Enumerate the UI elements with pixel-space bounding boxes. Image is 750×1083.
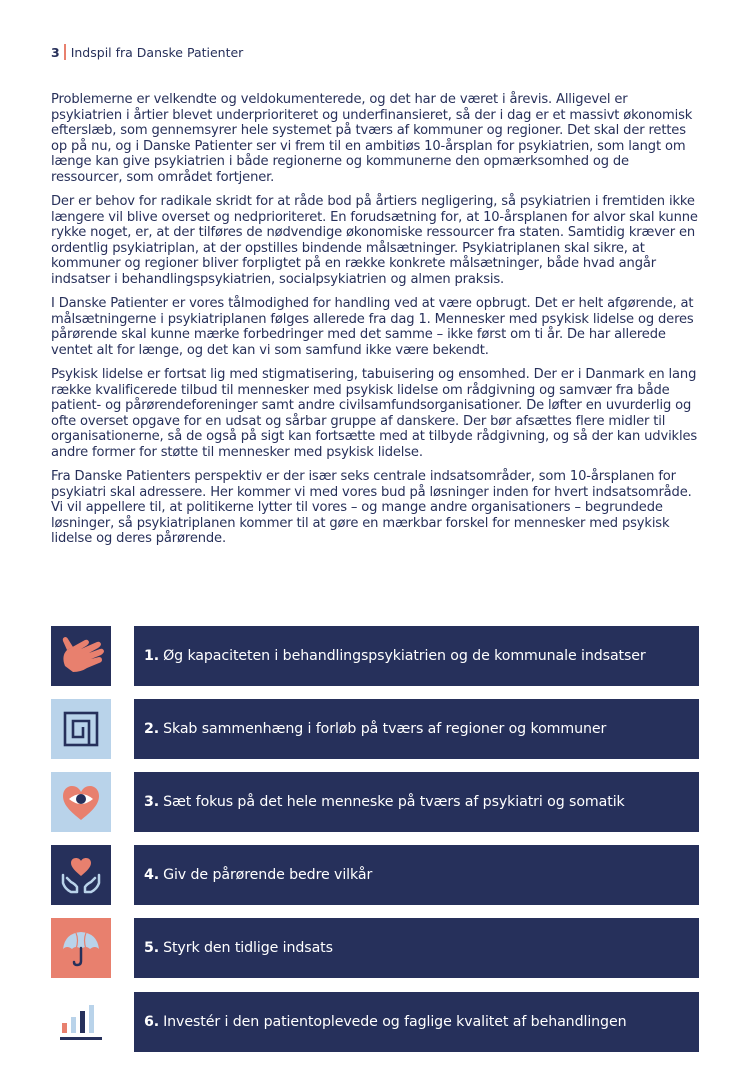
focus-area-1-number: 1. bbox=[144, 648, 160, 664]
hands-heart-icon bbox=[51, 845, 111, 905]
paragraph-2: Der er behov for radikale skridt for at råde bod på årtiers negligering, så psykiatrien i fremtiden ikke længere vil blive overset og nedprioriteret. En forudsætning for, at 10-årsplanen for alvor skal kunne rykke noget, er, at der tilføres de nødvendige økonomiske ressourcer fra staten. Samtidig kræver en ordentlig psykiatriplan, at der opstilles bindende målsætninger. Psykiatriplanen skal sikre, at kommuner og regioner bliver forpligtet på en række konkrete målsætninger, både hvad angår indsatser i behandlingspsykiatrien, socialpsykiatrien og almen praksis. bbox=[51, 194, 698, 287]
page-header bbox=[51, 44, 243, 60]
focus-area-4 bbox=[51, 845, 699, 905]
maze-icon bbox=[51, 699, 111, 759]
focus-area-5-text: Styrk den tidlige indsats bbox=[163, 940, 333, 956]
umbrella-icon bbox=[51, 918, 111, 978]
paragraph-5: Fra Danske Patienters perspektiv er der især seks centrale indsatsområder, som 10-årsplanen for psykiatri skal adressere. Her kommer vi med vores bud på løsninger inden for hvert indsatsområde. Vi vil appellere til, at politikerne lytter til vores – og mange andre organisationers – begrundede løsninger, så psykiatriplanen kommer til at gøre en mærkbar forskel for mennesker med psykisk lidelse og deres pårørende. bbox=[51, 469, 692, 546]
focus-area-2-label bbox=[134, 699, 699, 759]
header-title: Indspil fra Danske Patienter bbox=[70, 44, 244, 60]
focus-area-4-label bbox=[134, 845, 699, 905]
page-number: 3 bbox=[51, 44, 60, 60]
focus-area-3 bbox=[51, 772, 699, 832]
focus-area-3-text: Sæt fokus på det hele menneske på tværs af psykiatri og somatik bbox=[163, 794, 625, 810]
focus-area-6-number: 6. bbox=[144, 1014, 160, 1030]
focus-area-2 bbox=[51, 699, 699, 759]
focus-area-5-number: 5. bbox=[144, 940, 160, 956]
focus-area-4-text: Giv de pårørende bedre vilkår bbox=[163, 867, 373, 883]
focus-area-2-text: Skab sammenhæng i forløb på tværs af regioner og kommuner bbox=[163, 721, 607, 737]
focus-area-1-text: Øg kapaciteten i behandlingspsykiatrien og de kommunale indsatser bbox=[163, 648, 646, 664]
paragraph-4: Psykisk lidelse er fortsat lig med stigmatisering, tabuisering og ensomhed. Der er i Danmark en lang række kvalificerede tilbud til mennesker med psykisk lidelse om rådgivning og samvær fra både patient- og pårørendeforeninger samt andre civilsamfundsorganisationer. De løfter en uvurderlig og ofte overset opgave for en udsat og sårbar gruppe af danskere. Der bør afsættes flere midler til organisationerne, så de også på sigt kan fortsætte med at tilbyde rådgivning, og så der kan udvikles andre former for støtte til mennesker med psykisk lidelse. bbox=[51, 367, 698, 460]
heart-eye-icon bbox=[51, 772, 111, 832]
paragraph-1: Problemerne er velkendte og veldokumenterede, og det har de været i årevis. Alligevel er psykiatrien i årtier blevet underprioriteret og underfinansieret, så der i dag er et massivt økonomisk efterslæb, som gennemsyrer hele systemet på tværs af kommuner og regioner. Det skal der rettes op på nu, og i Danske Patienter ser vi frem til en ambitiøs 10-årsplan for psykiatrien, som langt om længe kan give psykiatrien i både regionerne og kommunerne den opmærksomhed og de ressourcer, som området fortjener. bbox=[51, 92, 693, 185]
focus-area-6-text: Investér i den patientoplevede og faglige kvalitet af behandlingen bbox=[163, 1014, 627, 1030]
focus-area-6-label bbox=[134, 992, 699, 1052]
paragraph-3: I Danske Patienter er vores tålmodighed for handling ved at være opbrugt. Det er helt afgørende, at målsætningerne i psykiatriplanen følges allerede fra dag 1. Mennesker med psykisk lidelse og deres pårørende skal kunne mærke forbedringer med det samme – ikke først om ti år. De har allerede ventet alt for længe, og det kan vi som samfund ikke være bekendt. bbox=[51, 296, 694, 358]
focus-area-1-label bbox=[134, 626, 699, 686]
bar-chart-icon bbox=[51, 992, 111, 1052]
focus-area-4-number: 4. bbox=[144, 867, 160, 883]
focus-area-3-label bbox=[134, 772, 699, 832]
focus-area-2-number: 2. bbox=[144, 721, 160, 737]
focus-area-1 bbox=[51, 626, 699, 686]
focus-area-5-label bbox=[134, 918, 699, 978]
header-divider bbox=[64, 44, 66, 60]
focus-area-5 bbox=[51, 918, 699, 978]
focus-area-6 bbox=[51, 992, 699, 1052]
hand-icon bbox=[51, 626, 111, 686]
body-text bbox=[51, 92, 701, 556]
focus-area-3-number: 3. bbox=[144, 794, 160, 810]
